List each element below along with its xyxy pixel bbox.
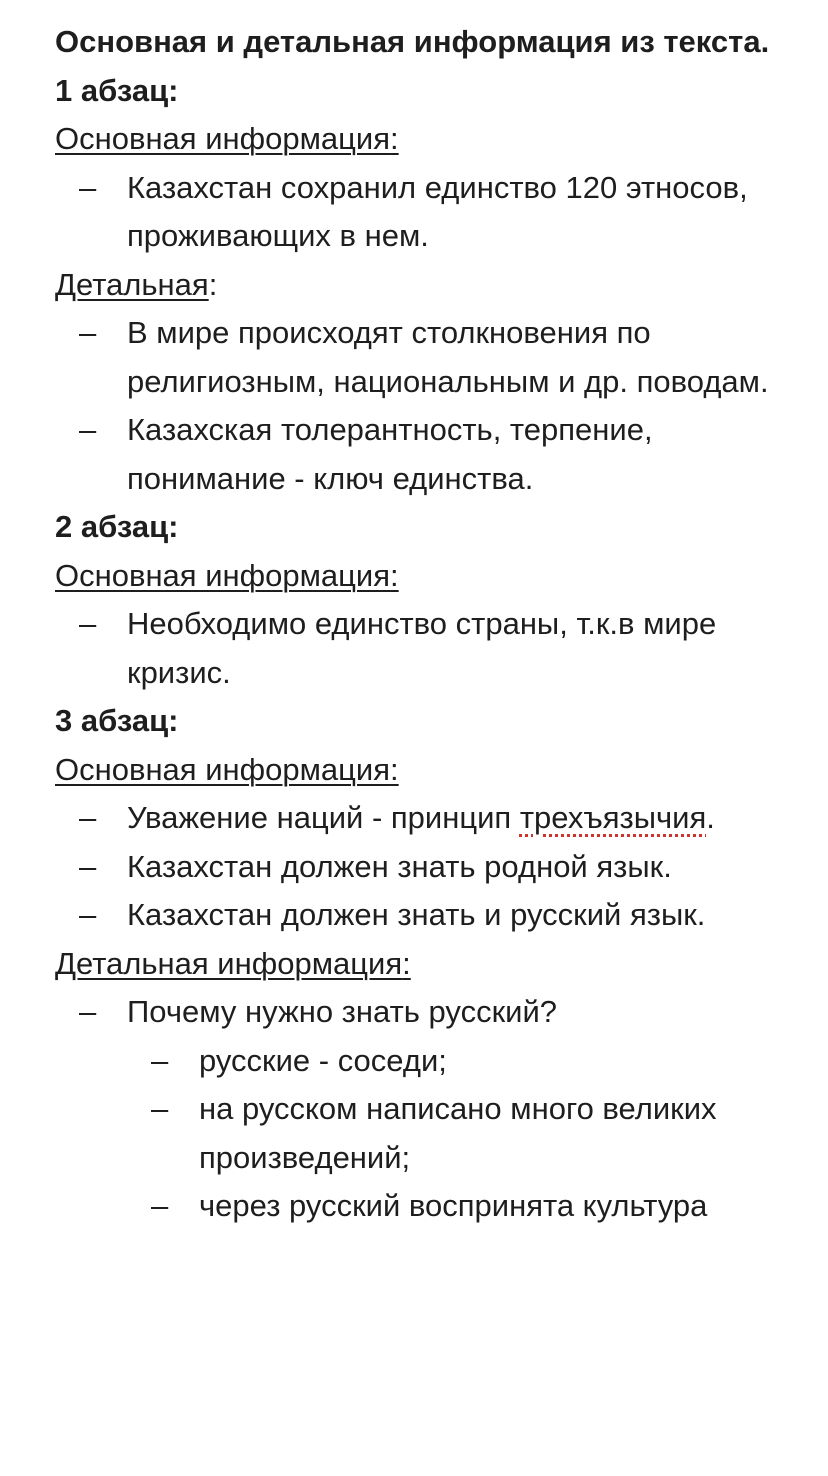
paragraph-1-detail-list xyxy=(55,309,815,503)
paragraph-1-main-list xyxy=(55,164,815,261)
label-colon: : xyxy=(402,945,411,981)
document-body xyxy=(55,18,815,1231)
label-colon: : xyxy=(208,266,218,302)
list-item: – Казахстан должен знать родной язык. xyxy=(55,843,815,892)
nested-list-item: – на русском написано много великих произведений; xyxy=(127,1085,815,1182)
list-item: – В мире происходят столкновения по религиозным, национальным и др. поводам. xyxy=(55,309,815,406)
label-colon: : xyxy=(390,557,399,593)
list-item-text: Почему нужно знать русский? xyxy=(127,994,558,1029)
paragraph-1-main-label xyxy=(55,115,815,164)
paragraph-1-heading: 1 абзац: xyxy=(55,72,179,108)
list-item-text: Уважение наций - принцип xyxy=(127,800,520,835)
main-label-text: Основная информация xyxy=(55,557,391,593)
paragraph-2-heading: 2 абзац: xyxy=(55,509,179,544)
list-item: – Казахстан сохранил единство 120 этносов, проживающих в нем. xyxy=(55,164,815,261)
paragraph-3-heading: 3 абзац: xyxy=(55,703,179,738)
list-item: – Казахская толерантность, терпение, понимание - ключ единства. xyxy=(55,406,815,503)
paragraph-3-detail-label xyxy=(55,940,815,989)
label-colon: : xyxy=(390,751,399,787)
paragraph-3-main-label xyxy=(55,746,815,795)
label-colon: : xyxy=(390,121,399,156)
detail-label-text: Детальная информация xyxy=(55,945,403,981)
list-item-text: . xyxy=(706,800,715,835)
paragraph-3-detail-list xyxy=(55,988,815,1231)
nested-list xyxy=(127,1037,815,1231)
main-label-text: Основная информация xyxy=(55,121,391,156)
misspelled-word[interactable]: трехъязычия xyxy=(519,800,707,835)
paragraph-3-main-list xyxy=(55,794,815,940)
list-item xyxy=(55,988,815,1231)
main-label-text: Основная информация xyxy=(55,751,391,787)
nested-list-item: – русские - соседи; xyxy=(127,1037,815,1086)
document-title: Основная и детальная информация из текста. xyxy=(55,24,770,59)
list-item xyxy=(55,794,815,843)
list-item: – Казахстан должен знать и русский язык. xyxy=(55,891,815,940)
paragraph-2-main-label xyxy=(55,552,815,601)
nested-list-item: – через русский воспринята культура xyxy=(127,1182,815,1231)
paragraph-1-detail-label xyxy=(55,261,815,310)
list-item: – Необходимо единство страны, т.к.в мире кризис. xyxy=(55,600,815,697)
paragraph-2-main-list xyxy=(55,600,815,697)
detail-label-text: Детальная xyxy=(55,266,209,302)
